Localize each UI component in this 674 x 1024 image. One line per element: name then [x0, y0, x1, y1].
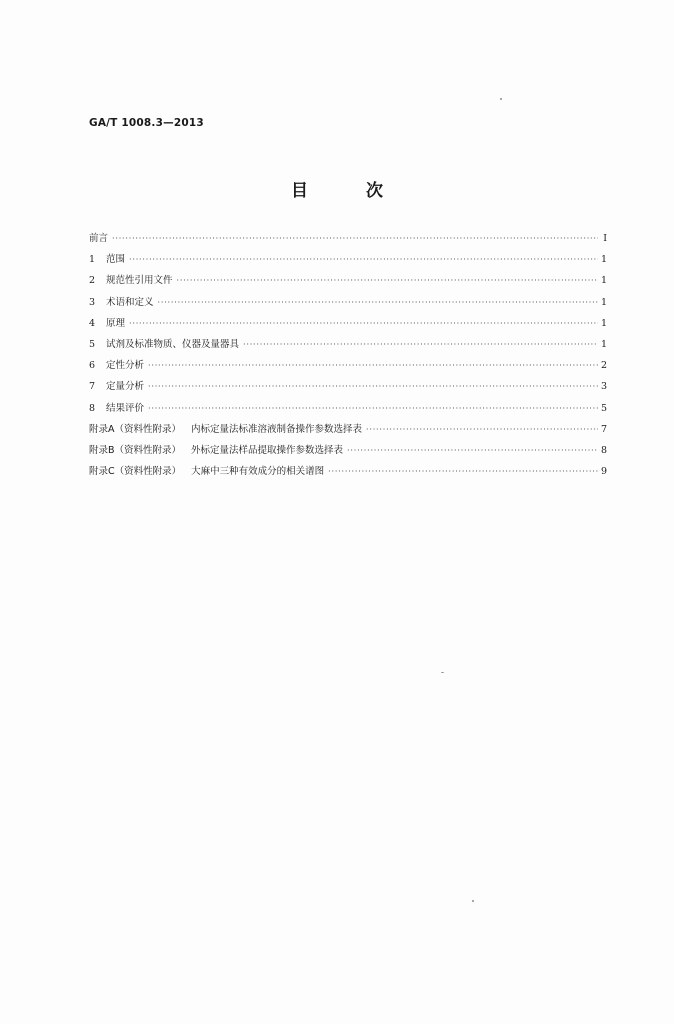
toc-entry-label: 定性分析 [106, 360, 145, 372]
toc-entry-number: 5 [89, 338, 96, 350]
toc-entry-page: 1 [600, 254, 607, 266]
toc-entry-foreword[interactable] [89, 230, 607, 251]
toc-entry-result-evaluation[interactable] [89, 400, 607, 421]
toc-entry-label: 附录A（资料性附录） [89, 423, 181, 435]
toc-entry-page: 1 [600, 296, 607, 308]
toc-entry-number: 2 [89, 275, 96, 287]
toc-entry-label: 规范性引用文件 [106, 275, 173, 287]
toc-entry-subtitle: 外标定量法样品提取操作参数选择表 [191, 444, 344, 456]
toc-entry-subtitle: 内标定量法标准溶液制备操作参数选择表 [191, 423, 363, 435]
dot-leader [158, 298, 598, 307]
toc-entry-principle[interactable] [89, 315, 607, 336]
toc-entry-terms-definitions[interactable] [89, 294, 607, 315]
dot-leader [328, 467, 598, 476]
toc-entry-appendix-a[interactable] [89, 421, 607, 442]
scan-speck [472, 900, 474, 902]
toc-entry-number: 7 [89, 381, 96, 393]
toc-entry-label: 范围 [106, 254, 126, 266]
toc-entry-number: 3 [89, 296, 96, 308]
toc-entry-page: 1 [600, 275, 607, 287]
dot-leader [148, 361, 598, 370]
toc-entry-label: 定量分析 [106, 381, 145, 393]
document-code: GA/T 1008.3—2013 [89, 117, 204, 129]
toc-entry-qualitative-analysis[interactable] [89, 357, 607, 378]
toc-entry-scope[interactable] [89, 251, 607, 272]
toc-entry-number: 4 [89, 317, 96, 329]
toc-entry-number: 1 [89, 254, 96, 266]
toc-entry-page: 9 [600, 466, 607, 478]
toc-entry-appendix-b[interactable] [89, 442, 607, 463]
toc-entry-page: 7 [600, 423, 607, 435]
scan-speck [500, 98, 502, 100]
toc-entry-page: 2 [600, 360, 607, 372]
toc-entry-page: 1 [600, 338, 607, 350]
toc-entry-quantitative-analysis[interactable] [89, 378, 607, 399]
toc-entry-page: Ⅰ [603, 233, 607, 244]
toc-entry-label: 试剂及标准物质、仪器及量器具 [106, 338, 240, 350]
toc-entry-subtitle: 大麻中三种有效成分的相关谱图 [191, 466, 325, 478]
toc-entry-label: 原理 [106, 317, 126, 329]
dot-leader [177, 276, 598, 285]
toc-entry-label: 附录B（资料性附录） [89, 444, 182, 456]
toc-entry-page: 8 [600, 444, 607, 456]
table-of-contents [89, 230, 607, 484]
toc-entry-page: 5 [600, 402, 607, 414]
dot-leader [129, 255, 598, 264]
toc-entry-label: 附录C（资料性附录） [89, 466, 182, 478]
toc-entry-reagents-instruments[interactable] [89, 336, 607, 357]
dot-leader [129, 319, 598, 328]
toc-title: 目 次 [291, 181, 409, 201]
dot-leader [148, 404, 598, 413]
scan-speck [441, 672, 444, 673]
toc-entry-label: 结果评价 [106, 402, 145, 414]
toc-entry-page: 3 [600, 381, 607, 393]
dot-leader [347, 446, 598, 455]
toc-entry-number: 6 [89, 360, 96, 372]
toc-entry-normative-references[interactable] [89, 272, 607, 293]
toc-entry-page: 1 [600, 317, 607, 329]
toc-entry-label: 术语和定义 [106, 296, 154, 308]
dot-leader [112, 234, 598, 243]
toc-entry-number: 8 [89, 402, 96, 414]
toc-entry-label: 前言 [89, 233, 109, 244]
dot-leader [243, 340, 598, 349]
dot-leader [148, 382, 598, 391]
dot-leader [366, 425, 598, 434]
toc-entry-appendix-c[interactable] [89, 463, 607, 484]
